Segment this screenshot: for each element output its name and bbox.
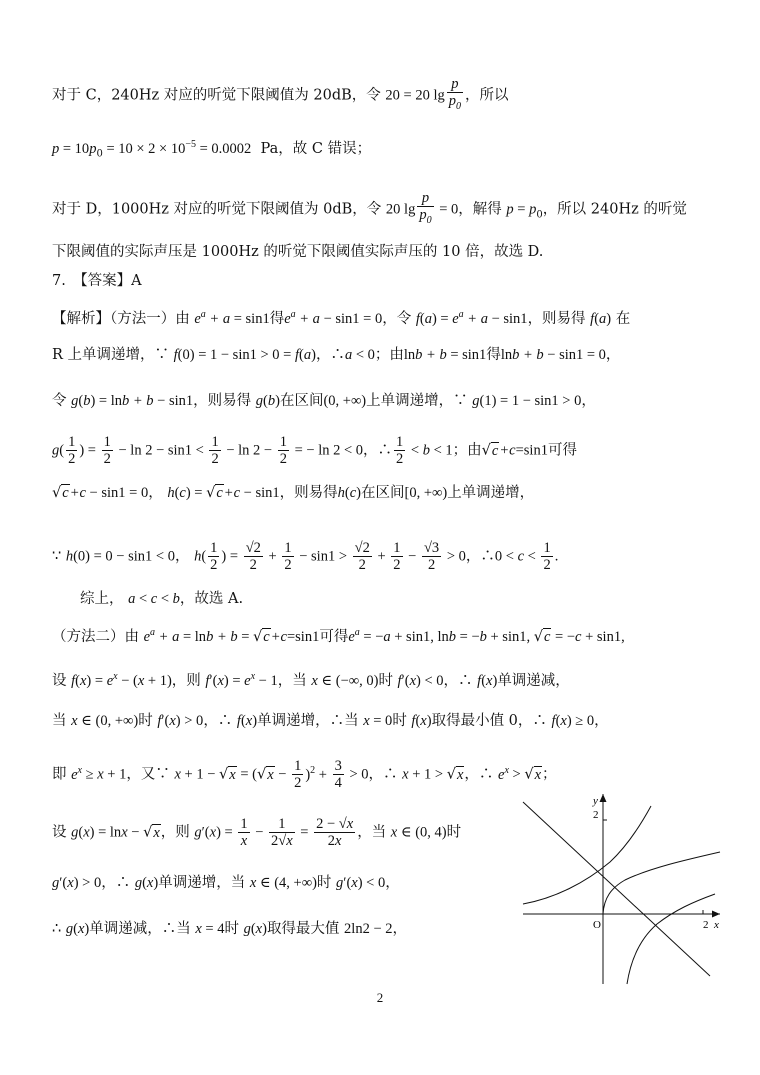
- text-segment: ，则易得: [193, 393, 252, 409]
- text-segment: 得: [269, 310, 285, 327]
- text-segment: 时: [316, 875, 332, 891]
- x-axis-label: x: [714, 919, 719, 931]
- text-segment: 单调递减，∴当: [89, 921, 191, 937]
- x-axis-arrow-icon: [712, 911, 720, 918]
- text-segment: ，∴: [203, 713, 233, 729]
- text-line-18: g′(x) > 0，∴ g(x)单调递增，当 x ∈ (4, +∞)时 g′(x) < 0，: [52, 875, 400, 891]
- answer-heading: 7. 【答案】A: [52, 273, 142, 289]
- text-segment: ，则: [160, 824, 190, 841]
- text-line-6: 【解析】（方法一）由 $e^a + a = \sin 1$得$e^a + a - \sin 1 = 0$，令 $f(a) = e^a + a - \sin 1$，则易得 f(a) 在: [52, 309, 631, 327]
- text-line-8: 令 g(b) = lnb + b − sin1，则易得 g(b)在区间(0, +∞)上单调递增，∵ g(1) = 1 − sin1 > 0，: [52, 393, 596, 409]
- text-line-7: R 上单调递增，∵ f(0) = 1 − sin1 > 0 = f(a)，∴a < 0；由lnb + b = sin1得lnb + b − sin1 = 0，: [52, 347, 621, 363]
- page-number: 2: [376, 990, 384, 1005]
- text-segment: ，∴: [363, 442, 393, 459]
- text-segment: 可得: [547, 442, 577, 459]
- text-segment: 可得: [319, 628, 349, 645]
- text-segment: ，令: [382, 310, 412, 327]
- y-tick-label: 2: [593, 809, 599, 821]
- text-line-11: ∵ h(0) = 0 − sin1 < 0， h( $\frac{1}{2}$ ) = $\frac{√2}{2}$ + $\frac{1}{2}$ − sin1 > $\frac{√2}{2}$ + $\frac{1}{2}$ − $\frac{√3}{2}$ > 0，∴0 < c < $\frac{1}{2}$ .: [52, 540, 559, 573]
- text-segment: ，∴: [315, 347, 345, 363]
- text-segment: 取得最大值: [266, 921, 340, 937]
- text-segment: 上单调递增，: [447, 485, 535, 501]
- text-segment: 当: [52, 713, 67, 729]
- text-segment: 【解析】（方法一）由: [52, 310, 190, 327]
- text-segment: Pa，故 C 错误；: [260, 140, 372, 157]
- exponential-curve: [523, 806, 651, 904]
- text-line-17: 设 g(x) = lnx − √x，则 g′(x) = $\frac{1}{x}$ − $\frac{1}{2√x}$ = $\frac{2 - √x}{2x}$ ，当 x ∈ (0, 4)时: [52, 816, 462, 849]
- text-segment: ，所以 240Hz 的听觉: [542, 201, 687, 218]
- text-segment: ，故选 A.: [179, 591, 244, 607]
- text-segment: 令: [52, 393, 67, 409]
- y-axis-arrow-icon: [600, 794, 607, 802]
- text-segment: 时: [392, 713, 407, 729]
- text-segment: 设: [52, 672, 67, 689]
- text-line-9: g( $\frac{1}{2}$ ) = $\frac{1}{2}$ − ln 2 − sin1 < $\frac{1}{2}$ − ln 2 − $\frac{1}{2}$ = − ln 2 < 0，∴ $\frac{1}{2}$ < b < 1；由√c+c=sin1可得: [52, 434, 577, 467]
- text-segment: ，∴: [443, 672, 473, 689]
- text-segment: ，∴: [101, 875, 131, 891]
- text-segment: ，所以: [464, 87, 509, 104]
- text-segment: ，则: [171, 672, 201, 689]
- y-axis-label: y: [593, 795, 598, 807]
- origin-label: O: [593, 919, 601, 931]
- text-segment: R 上单调递增，∵: [52, 347, 170, 363]
- text-segment: 单调递增，∴当: [257, 713, 359, 729]
- text-segment: 在区间: [279, 393, 324, 409]
- text-line-16: 即 $e^x \ge x + 1$，又∵ x + 1 − √x = (√x − $\frac{1}{2}$ )$^2$ + $\frac{3}{4}$ > 0，∴ x + 1 > √x，∴ $e^x > √x$；: [52, 758, 557, 791]
- text-segment: 对于 D，1000Hz 对应的听觉下限阈值为 0dB，令: [52, 201, 382, 218]
- text-segment: 单调递增，当: [158, 875, 246, 891]
- decreasing-line-curve: [523, 802, 710, 976]
- text-segment: ，当: [357, 824, 387, 841]
- x-tick-label: 2: [703, 919, 709, 931]
- text-line-14: 设 $f(x) = e^x - (x + 1)$，则 $f'(x) = e^x - 1$，当 x ∈ (−∞, 0)时 f′(x) < 0，∴ f(x)单调递减，: [52, 671, 570, 689]
- text-segment: ∴: [52, 921, 62, 937]
- text-segment: ，又∵: [126, 766, 170, 783]
- text-segment: 即: [52, 766, 67, 783]
- text-segment: 在: [615, 310, 631, 327]
- text-segment: 时: [224, 921, 239, 937]
- function-graph-figure: [515, 788, 730, 988]
- text-line-13: （方法二）由 $e^a + a = \ln b + b = √c+c=\sin 1$可得$e^a = -a + \sin 1$, lnb = −b + sin1, √c = −c + sin1,: [52, 627, 625, 645]
- text-segment: ，∴: [368, 766, 398, 783]
- text-segment: 对于 C，240Hz 对应的听觉下限阈值为 20dB，令: [52, 87, 381, 104]
- text-line-15: 当 x ∈ (0, +∞)时 f′(x) > 0，∴ f(x)单调递增，∴当 x = 0时 f(x)取得最小值 0，∴ f(x) ≥ 0，: [52, 713, 609, 729]
- text-segment: 时: [138, 713, 153, 729]
- text-segment: 综上，: [80, 591, 124, 607]
- text-segment: 时: [446, 824, 462, 841]
- text-segment: ，则易得: [279, 485, 338, 501]
- text-line-2: $p = 10p_0 = 10 \times 2 \times 10^{-5} = 0.0002$ Pa，故 C 错误；: [52, 139, 372, 160]
- text-segment: 取得最小值 0，∴: [431, 713, 547, 729]
- text-segment: 时: [378, 672, 393, 689]
- text-line-4: 下限阈值的实际声压是 1000Hz 的听觉下限阈值实际声压的 10 倍，故选 D.: [52, 244, 544, 260]
- text-line-12: 综上， a < c < b，故选 A.: [80, 591, 244, 607]
- text-line-10: √c+c − sin1 = 0， h(c) = √c+c − sin1，则易得h(c)在区间[0, +∞)上单调递增，: [52, 485, 535, 501]
- text-segment: （方法二）由: [52, 628, 139, 645]
- text-segment: ；由: [374, 347, 404, 363]
- sqrt-curve: [603, 852, 720, 914]
- text-line-3: 对于 D，1000Hz 对应的听觉下限阈值为 0dB，令 20 lg $\frac{p}{p_0}$ = 0，解得 $p = p_0$，所以 240Hz 的听觉: [52, 190, 687, 226]
- text-segment: ，当: [277, 672, 307, 689]
- text-segment: ，∴: [465, 548, 495, 565]
- text-segment: 得: [486, 347, 501, 363]
- text-segment: 单调递减，: [497, 672, 570, 689]
- log-curve: [627, 894, 715, 984]
- text-segment: ；由: [452, 442, 482, 459]
- text-segment: 在区间: [361, 485, 405, 501]
- text-line-1: 对于 C，240Hz 对应的听觉下限阈值为 20dB，令 20 = 20 lg $\frac{p}{p_0}$ ，所以: [52, 76, 509, 112]
- text-line-19: ∴ g(x)单调递减，∴当 x = 4时 g(x)取得最大值 2ln2 − 2，: [52, 921, 408, 937]
- text-segment: 设: [52, 824, 67, 841]
- text-segment: ，解得: [458, 201, 502, 218]
- text-segment: ，则易得: [527, 310, 586, 327]
- text-segment: ∵: [52, 548, 62, 565]
- text-segment: ，∴: [464, 766, 494, 783]
- text-segment: 上单调递增，∵: [366, 393, 468, 409]
